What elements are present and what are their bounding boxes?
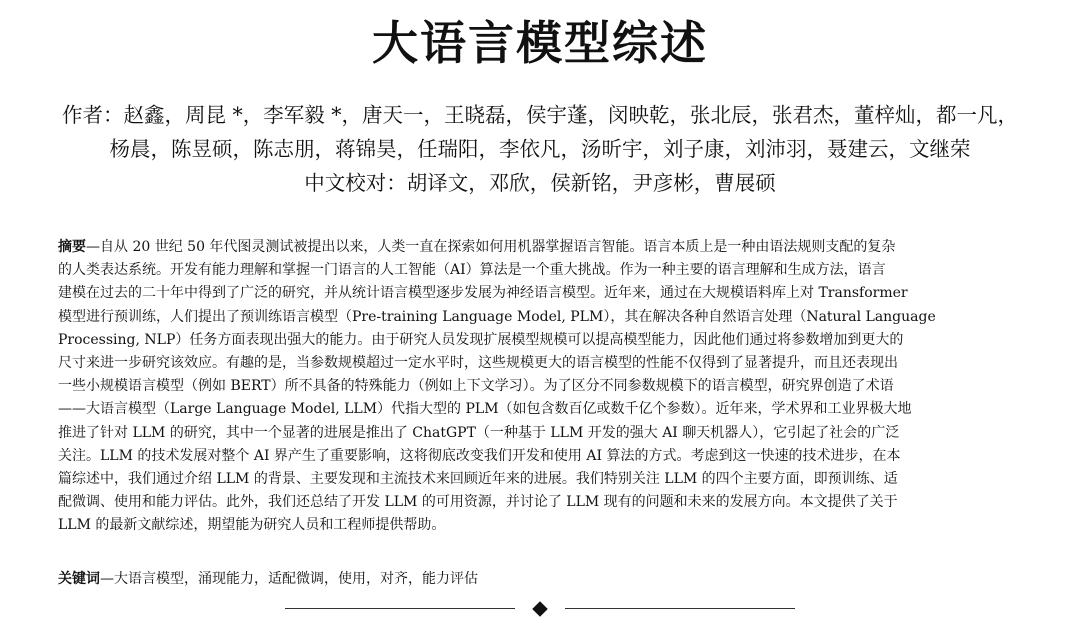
abstract-line: 尺寸来进一步研究该效应。有趣的是，当参数规模超过一定水平时，这些规模更大的语言模型的性能不仅得到了显著提升，而且还表现出 — [58, 355, 898, 372]
keywords-label: 关键词 — [58, 571, 100, 587]
abstract-line: 模型进行预训练，人们提出了预训练语言模型（Pre-training Language Model, PLM），其在解决各种自然语言处理（Natural Language — [58, 308, 936, 325]
abstract-label: 摘要 — [58, 239, 86, 255]
abstract-line: 建模在过去的二十年中得到了广泛的研究，并从统计语言模型逐步发展为神经语言模型。近年来，通过在大规模语料库上对 Transformer — [58, 285, 908, 302]
diamond-ornament-icon — [532, 601, 548, 617]
keywords-text: —大语言模型，涌现能力，适配微调，使用，对齐，能力评估 — [100, 571, 478, 587]
abstract-line: 篇综述中，我们通过介绍 LLM 的背景、主要发现和主流技术来回顾近年来的进展。我们特别关注 LLM 的四个主要方面，即预训练、适 — [58, 471, 898, 488]
abstract-text: —自从 20 世纪 50 年代图灵测试被提出以来，人类一直在探索如何用机器掌握语言智能。语言本质上是一种由语法规则支配的复杂 — [86, 239, 896, 255]
abstract-line: Processing, NLP）任务方面表现出强大的能力。由于研究人员发现扩展模型规模可以提高模型能力，因此他们通过将参数增加到更大的 — [58, 331, 904, 348]
abstract-line: LLM 的最新文献综述，期望能为研究人员和工程师提供帮助。 — [58, 517, 446, 534]
author-line: 杨晨，陈昱硕，陈志朋，蒋锦昊，任瑞阳，李依凡，汤昕宇，刘子康，刘沛羽，聂建云，文继荣 — [109, 137, 971, 161]
abstract-line: ——大语言模型（Large Language Model, LLM）代指大型的 PLM（如包含数百亿或数千亿个参数）。近年来，学术界和工业界极大地 — [58, 401, 912, 418]
keywords — [58, 568, 1028, 590]
section-divider — [285, 598, 795, 620]
paper-title: 大语言模型综述 — [372, 16, 708, 70]
abstract-line — [58, 236, 1028, 259]
abstract-line: 一些小规模语言模型（例如 BERT）所不具备的特殊能力（例如上下文学习）。为了区分不同参数规模下的语言模型，研究界创造了术语 — [58, 378, 894, 395]
author-line: 作者：赵鑫，周昆 *，李军毅 *，唐天一，王晓磊，侯宇蓬，闵映乾，张北辰，张君杰，董梓灿，都一凡， — [61, 103, 1019, 127]
divider-rule-left — [285, 608, 515, 609]
abstract — [58, 236, 1028, 538]
author-block — [0, 98, 1080, 200]
abstract-line: 关注。LLM 的技术发展对整个 AI 界产生了重要影响，这将彻底改变我们开发和使用 AI 算法的方式。考虑到这一快速的技术进步，在本 — [58, 447, 901, 464]
abstract-line: 配微调、使用和能力评估。此外，我们还总结了开发 LLM 的可用资源，并讨论了 LLM 现有的问题和未来的发展方向。本文提供了关于 — [58, 494, 898, 511]
abstract-line: 推进了针对 LLM 的研究，其中一个显著的进展是推出了 ChatGPT（一种基于 LLM 开发的强大 AI 聊天机器人），它引起了社会的广泛 — [58, 424, 900, 441]
proofreader-line: 中文校对：胡译文，邓欣，侯新铭，尹彦彬，曹展硕 — [304, 171, 776, 195]
abstract-line: 的人类表达系统。开发有能力理解和掌握一门语言的人工智能（AI）算法是一个重大挑战。作为一种主要的语言理解和生成方法，语言 — [58, 262, 886, 279]
divider-rule-right — [565, 608, 795, 609]
